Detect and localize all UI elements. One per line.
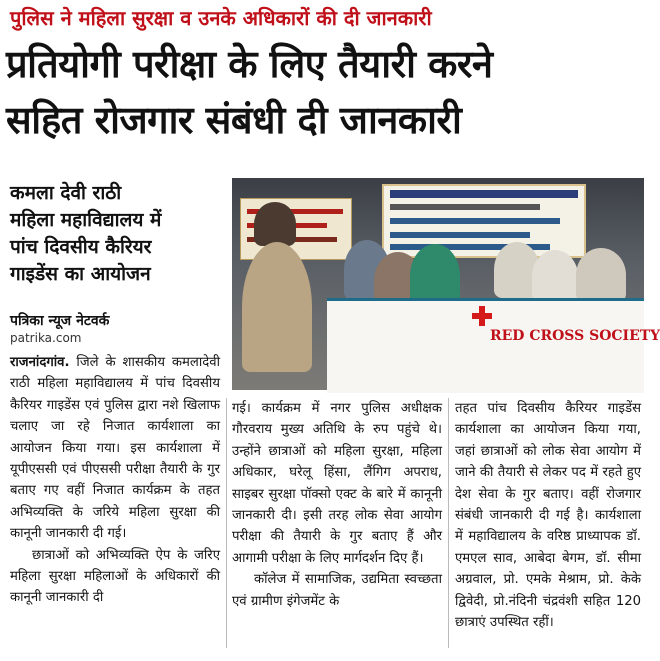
banner-text: RED CROSS SOCIETY xyxy=(490,328,660,344)
guest-figure xyxy=(576,248,626,302)
headline-line-1: प्रतियोगी परीक्षा के लिए तैयारी करने xyxy=(6,42,493,86)
paragraph: तहत पांच दिवसीय कैरियर गाइडेंस कार्यशाला का आयोजन किया गया, जहां छात्राओं को लोक सेवा आयोग में जाने की तैयारी से लेकर पद में रहते हुए देश सेवा के गुर बताए। वहीं रोजगार संबंधी जानकारी दी गई है। कार्यशाला में महाविद्यालय के वरिष्ठ प्राध्यापक डॉ. एमएल साव, आबेदा बेगम, डॉ. सीमा अग्रवाल, प्रो. एमके मेश्राम, प्रो. केके द्विवेदी, प्रो.नंदिनी चंद्रवंशी सहित 120 छात्राएं उपस्थित रहीं। xyxy=(455,401,641,631)
article-column-1 xyxy=(10,352,220,609)
paragraph: कॉलेज में सामाजिक, उद्यमिता स्वच्छता एवं ग्रामीण इंगेजमेंट के xyxy=(232,572,442,609)
speaker-body xyxy=(242,242,312,372)
subhead-line-2: महिला महाविद्यालय में xyxy=(10,209,162,231)
dateline: राजनांदगांव. xyxy=(10,355,70,370)
subhead-line-4: गाइडेंस का आयोजन xyxy=(10,263,151,285)
stage-banner xyxy=(382,184,586,258)
speaker-figure xyxy=(254,202,296,246)
paragraph-text: जिले के शासकीय कमलादेवी राठी महिला महाविद्यालय में पांच दिवसीय कैरियर गाइडेंस एवं पुलिस द्वारा नशे खिलाफ चलाए जा रहे निजात कार्यशाला का आयोजन किया गया। इस कार्यशाला में यूपीएससी एवं पीएससी परीक्षा तैयारी के गुर बताए गए वहीं निजात कार्यक्रम के तहत अभिव्यक्ति के जरिये महिला सुरक्षा की कानूनी जानकारी दी गई। xyxy=(10,355,220,542)
subheadline xyxy=(10,180,232,288)
main-headline xyxy=(6,36,642,148)
guest-figure xyxy=(532,250,578,302)
article-column-3 xyxy=(455,398,641,633)
column-divider xyxy=(226,398,227,648)
paragraph: गई। कार्यक्रम में नगर पुलिस अधीक्षक गौरवराय मुख्य अतिथि के रुप पहुंचे थे। उन्होंने छात्राओं को महिला सुरक्षा, महिला अधिकार, घरेलू हिंसा, लैंगिग अपराध, साइबर सुरक्षा पॉक्सो एक्ट के बारे में कानूनी जानकारी दी। इसी तरह लोक सेवा आयोग परीक्षा की तैयारी के गुर बताए हैं और आगामी परीक्षा के लिए मार्गदर्शन दिए हैं। xyxy=(232,401,442,566)
red-cross-icon xyxy=(472,306,492,326)
column-divider xyxy=(448,398,449,648)
paragraph: छात्राओं को अभिव्यक्ति ऐप के जरिए महिला सुरक्षा महिलाओं के अधिकारों की कानूनी जानकारी दी xyxy=(10,547,220,606)
byline: पत्रिका न्यूज नेटवर्क xyxy=(10,313,110,329)
news-photo xyxy=(232,178,660,390)
paragraph xyxy=(10,352,220,545)
site-url: patrika.com xyxy=(10,331,82,345)
subhead-line-1: कमला देवी राठी xyxy=(10,182,122,204)
kicker-headline: पुलिस ने महिला सुरक्षा व उनके अधिकारों की दी जानकारी xyxy=(10,6,432,30)
headline-line-2: सहित रोजगार संबंधी दी जानकारी xyxy=(6,98,462,142)
article-column-2 xyxy=(232,398,442,612)
subhead-line-3: पांच दिवसीय कैरियर xyxy=(10,236,152,258)
